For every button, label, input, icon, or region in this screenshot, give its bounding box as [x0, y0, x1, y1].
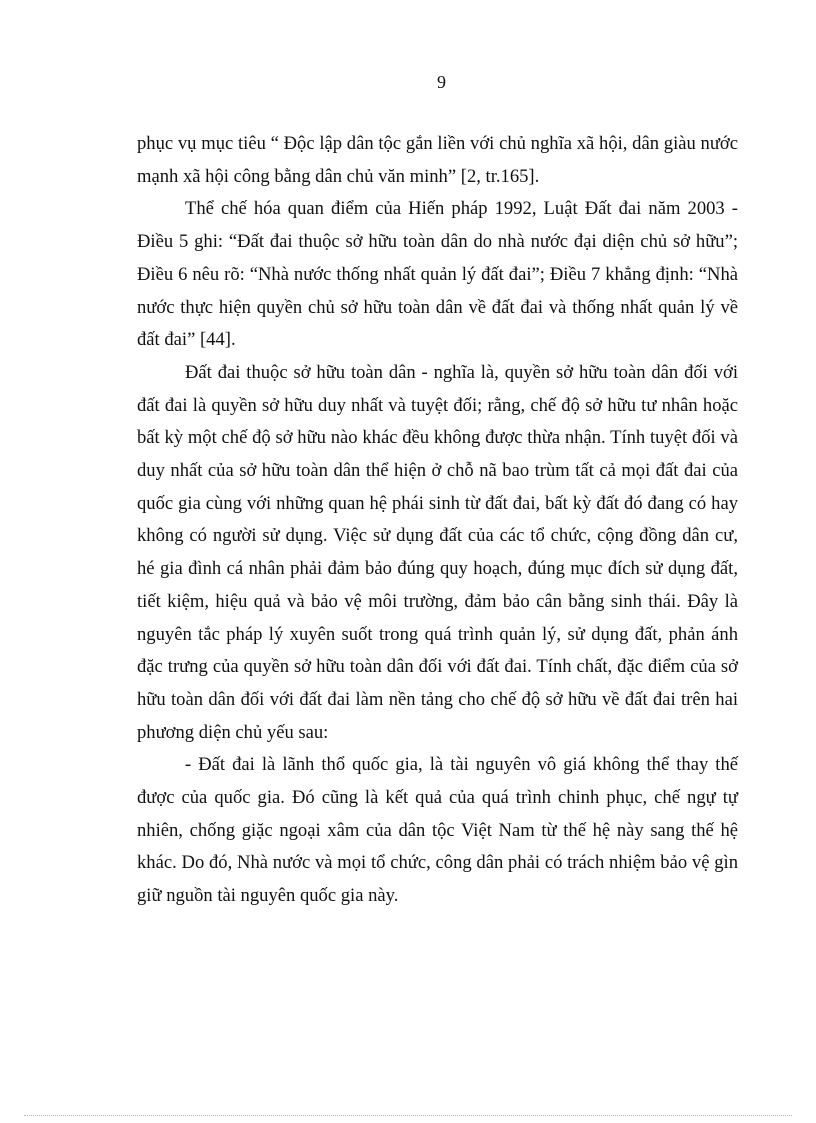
paragraph-continuation: phục vụ mục tiêu “ Độc lập dân tộc gắn liền với chủ nghĩa xã hội, dân giàu nước mạnh xã hội công bằng dân chủ văn minh” [2, tr.165].	[137, 133, 738, 187]
paragraph-national-territory: - Đất đai là lãnh thổ quốc gia, là tài nguyên vô giá không thể thay thế được của quốc gia. Đó cũng là kết quả của quá trình chinh phục, chế ngự tự nhiên, chống giặc ngoại xâm của dân tộc Việt Nam từ thế hệ này sang thế hệ khác. Do đó, Nhà nước và mọi tổ chức, công dân phải có trách nhiệm bảo vệ gìn giữ nguồn tài nguyên quốc gia này.	[137, 754, 738, 907]
page-number: 9	[437, 72, 446, 92]
page-bottom-border	[24, 1115, 792, 1116]
paragraph-law-articles: Thể chế hóa quan điểm của Hiến pháp 1992, Luật Đất đai năm 2003 - Điều 5 ghi: “Đất đai thuộc sở hữu toàn dân do nhà nước đại diện chủ sở hữu”; Điều 6 nêu rõ: “Nhà nước thống nhất quản lý đất đai”; Điều 7 khẳng định: “Nhà nước thực hiện quyền chủ sở hữu toàn dân về đất đai và thống nhất quản lý về đất đai” [44].	[137, 198, 738, 351]
body-text	[137, 128, 738, 913]
paragraph-public-ownership: Đất đai thuộc sở hữu toàn dân - nghĩa là, quyền sở hữu toàn dân đối với đất đai là quyền sở hữu duy nhất và tuyệt đối; rằng, chế độ sở hữu tư nhân hoặc bất kỳ một chế độ sở hữu nào khác đều không được thừa nhận. Tính tuyệt đối và duy nhất của sở hữu toàn dân thể hiện ở chỗ nã bao trùm tất cả mọi đất đai của quốc gia cùng với những quan hệ phái sinh từ đất đai, bất kỳ đất đó đang có hay không có người sử dụng. Việc sử dụng đất của các tổ chức, cộng đồng dân cư, hé gia đình cá nhân phải đảm bảo đúng quy hoạch, đúng mục đích sử dụng đất, tiết kiệm, hiệu quả và bảo vệ môi trường, đảm bảo cân bằng sinh thái. Đây là nguyên tắc pháp lý xuyên suốt trong quá trình quản lý, sử dụng đất, phản ánh đặc trưng của quyền sở hữu toàn dân đối với đất đai. Tính chất, đặc điểm của sở hữu toàn dân đối với đất đai làm nền tảng cho chế độ sở hữu về đất đai trên hai phương diện chủ yếu sau:	[137, 361, 738, 743]
